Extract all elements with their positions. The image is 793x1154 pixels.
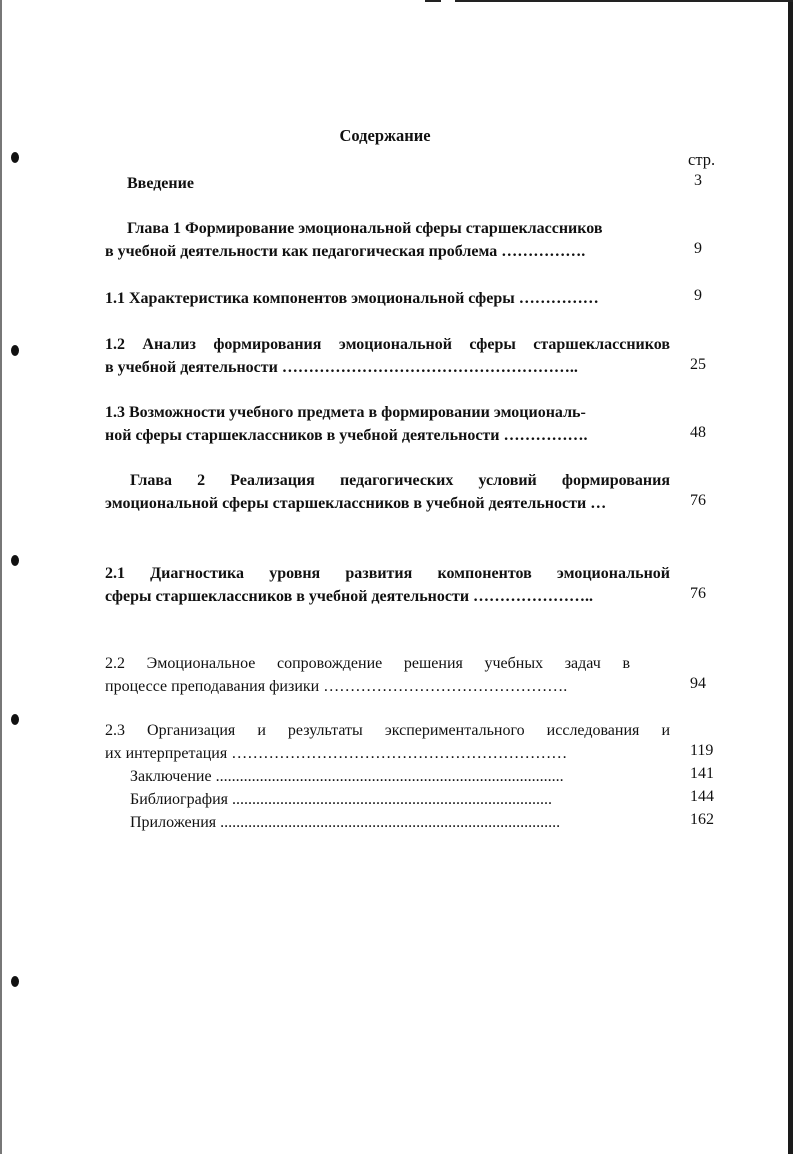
toc-title: Содержание (339, 126, 431, 145)
binder-hole-mark (11, 555, 19, 566)
toc-entry-section-2-2 (105, 652, 670, 698)
toc-page-number: 48 (690, 424, 706, 441)
binder-hole-mark (11, 345, 19, 356)
toc-page-number: 25 (690, 356, 706, 373)
toc-entry-bibliography (130, 788, 660, 811)
scan-top-edge (455, 0, 793, 2)
toc-page-number: 141 (690, 765, 714, 782)
toc-entry-text: Приложения ..................................................................................... (130, 814, 561, 831)
toc-entry-conclusion (130, 765, 660, 788)
toc-entry-text: 1.2 Анализ формирования эмоциональной сферы старшеклассников (105, 336, 670, 353)
toc-entry-appendices (130, 811, 660, 834)
toc-entry-text: 2.3 Организация и результаты экспериментального исследования и (105, 722, 670, 739)
toc-page-number: 9 (694, 240, 702, 257)
toc-page-number: 3 (694, 172, 702, 189)
scan-left-edge (0, 0, 2, 1154)
toc-entry-text: ной сферы старшеклассников в учебной деятельности ……………. (105, 427, 588, 444)
toc-page-number: 76 (690, 585, 706, 602)
toc-entry-section-2-3 (105, 719, 670, 765)
toc-entry-text: Заключение ....................................................................................... (130, 768, 564, 785)
toc-entry-introduction (127, 172, 427, 195)
toc-entry-chapter-1 (105, 217, 670, 263)
toc-entry-section-1-1 (105, 287, 670, 310)
toc-entry-section-1-2 (105, 333, 670, 379)
toc-entry-section-1-3 (105, 401, 670, 447)
toc-page-number: 76 (690, 492, 706, 509)
binder-hole-mark (11, 152, 19, 163)
toc-entry-section-2-1 (105, 562, 670, 608)
binder-hole-mark (11, 976, 19, 987)
toc-page-number: 144 (690, 788, 714, 805)
toc-page-number: 94 (690, 675, 706, 692)
toc-entry-text: в учебной деятельности как педагогическая проблема ……………. (105, 243, 586, 260)
toc-entry-text: 1.3 Возможности учебного предмета в формировании эмоциональ- (105, 404, 586, 421)
scan-right-edge (788, 0, 793, 1154)
toc-entry-text: процессе преподавания физики ………………………………………. (105, 678, 568, 695)
toc-page-number: 9 (694, 287, 702, 304)
toc-entry-text: 2.2 Эмоциональное сопровождение решения учебных задач в (105, 655, 630, 672)
toc-entry-text: их интерпретация ……………………………………………………… (105, 745, 568, 762)
toc-entry-text: 2.1 Диагностика уровня развития компонентов эмоциональной (105, 565, 670, 582)
toc-page-number: 119 (690, 742, 714, 759)
binder-hole-mark (11, 714, 19, 725)
page-column-header: стр. (688, 150, 716, 169)
toc-entry-text: в учебной деятельности ……………………………………………….. (105, 359, 578, 376)
toc-entry-text: 1.1 Характеристика компонентов эмоциональной сферы …………… (105, 290, 599, 307)
toc-entry-chapter-2 (105, 469, 670, 515)
toc-entry-text: эмоциональной сферы старшеклассников в учебной деятельности … (105, 495, 607, 512)
toc-entry-text: Введение (127, 175, 194, 192)
toc-entry-text: Библиография ................................................................................ (130, 791, 552, 808)
toc-entry-text: сферы старшеклассников в учебной деятельности ………………….. (105, 588, 594, 605)
toc-entry-text: Глава 1 Формирование эмоциональной сферы старшеклассников (127, 220, 603, 237)
toc-page-number: 162 (690, 811, 714, 828)
toc-entry-text: Глава 2 Реализация педагогических условий формирования (130, 472, 670, 489)
scan-top-mark (425, 0, 441, 2)
